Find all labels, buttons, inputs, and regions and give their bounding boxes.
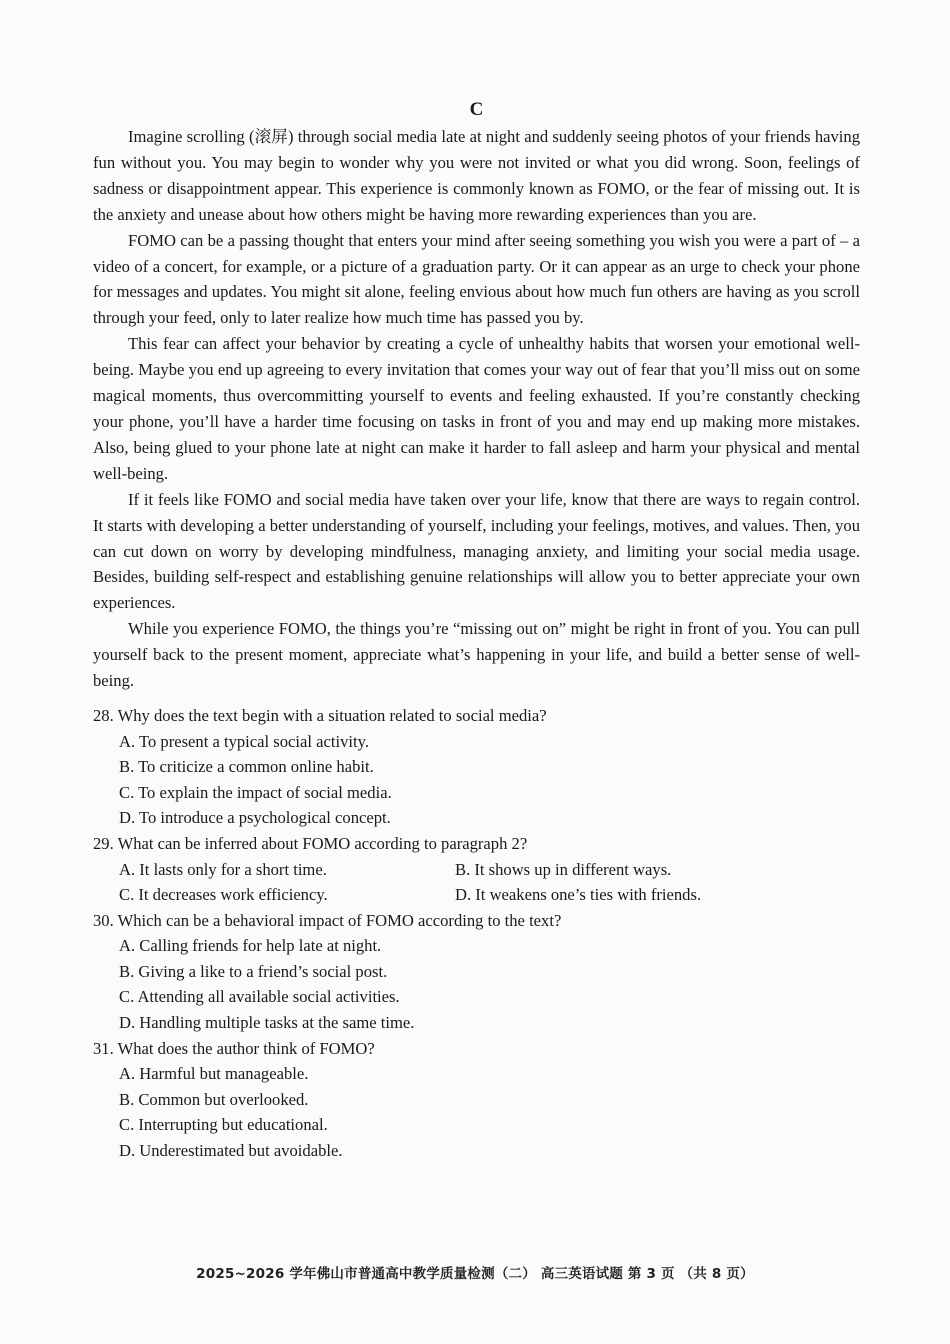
question-31 — [93, 1036, 860, 1164]
option-a: A. Calling friends for help late at night. — [119, 936, 382, 956]
passage-paragraph-1: Imagine scrolling (滚屏) through social media late at night and suddenly seeing photos of your friends having fun without you. You may begin to wonder why you were not invited or what you did wrong. Soon, feelings of sadness or disappointment appear. This experience is commonly known as FOMO, or the fear of missing out. It is the anxiety and unease about how others might be having more rewarding experiences than you are. — [93, 127, 860, 224]
passage-paragraph-5: While you experience FOMO, the things you’re “missing out on” might be right in front of you. You can pull yourself back to the present moment, appreciate what’s happening in your life, and build a better sense of well-being. — [93, 619, 860, 691]
question-stem: 30. Which can be a behavioral impact of FOMO according to the text? — [93, 910, 562, 930]
option-d: D. To introduce a psychological concept. — [119, 808, 391, 828]
option-c: C. It decreases work efficiency. — [119, 885, 328, 905]
question-29 — [93, 831, 860, 908]
page-footer: 2025~2026 学年佛山市普通高中教学质量检测（二） 高三英语试题 第 3 页 （共 8 页） — [196, 1266, 754, 1282]
option-a: A. It lasts only for a short time. — [119, 859, 327, 879]
option-a: A. To present a typical social activity. — [119, 731, 369, 751]
passage-paragraph-3: This fear can affect your behavior by creating a cycle of unhealthy habits that worsen your emotional well-being. Maybe you end up agreeing to every invitation that comes your way out of fear that you’ll miss out on some magical moments, thus overcommitting yourself to events and feeling exhausted. If you’re constantly checking your phone, you’ll have a harder time focusing on tasks in front of you and may end up making more mistakes. Also, being glued to your phone late at night can make it harder to fall asleep and harm your physical and mental well-being. — [93, 334, 860, 483]
question-stem: 28. Why does the text begin with a situation related to social media? — [93, 705, 547, 725]
option-d: D. Handling multiple tasks at the same time. — [119, 1013, 415, 1033]
option-list — [93, 933, 860, 1035]
passage-paragraph-4: If it feels like FOMO and social media have taken over your life, know that there are ways to regain control. It starts with developing a better understanding of yourself, including your feelings, motives, and values. Then, you can cut down on worry by developing mindfulness, managing anxiety, and limiting your social media usage. Besides, building self-respect and establishing genuine relationships will allow you to better appreciate your own experiences. — [93, 489, 860, 613]
question-stem: 31. What does the author think of FOMO? — [93, 1038, 375, 1058]
section-heading: C — [469, 99, 484, 120]
option-b: B. Giving a like to a friend’s social post. — [119, 961, 388, 981]
option-list — [93, 1061, 860, 1163]
passage-paragraph-2: FOMO can be a passing thought that enters your mind after seeing something you wish you were a part of – a video of a concert, for example, or a picture of a graduation party. Or it can appear as an urge to check your phone for messages and updates. You might sit alone, feeling envious about how much fun others are having as you scroll through your feed, only to later realize how much time has passed you by. — [93, 230, 860, 328]
option-d: D. Underestimated but avoidable. — [119, 1141, 343, 1161]
option-list — [93, 729, 860, 831]
option-c: C. To explain the impact of social media. — [119, 782, 392, 802]
question-list — [93, 703, 860, 1164]
option-b: B. Common but overlooked. — [119, 1089, 309, 1109]
option-b: B. It shows up in different ways. — [455, 859, 672, 879]
option-b: B. To criticize a common online habit. — [119, 757, 374, 777]
reading-passage — [93, 124, 860, 694]
exam-page — [93, 98, 860, 1164]
option-c: C. Interrupting but educational. — [119, 1115, 328, 1135]
option-d: D. It weakens one’s ties with friends. — [455, 885, 702, 905]
option-a: A. Harmful but manageable. — [119, 1064, 309, 1084]
question-28 — [93, 703, 860, 831]
option-list — [93, 857, 860, 908]
option-c: C. Attending all available social activities. — [119, 987, 400, 1007]
question-30 — [93, 908, 860, 1036]
question-stem: 29. What can be inferred about FOMO according to paragraph 2? — [93, 833, 528, 853]
